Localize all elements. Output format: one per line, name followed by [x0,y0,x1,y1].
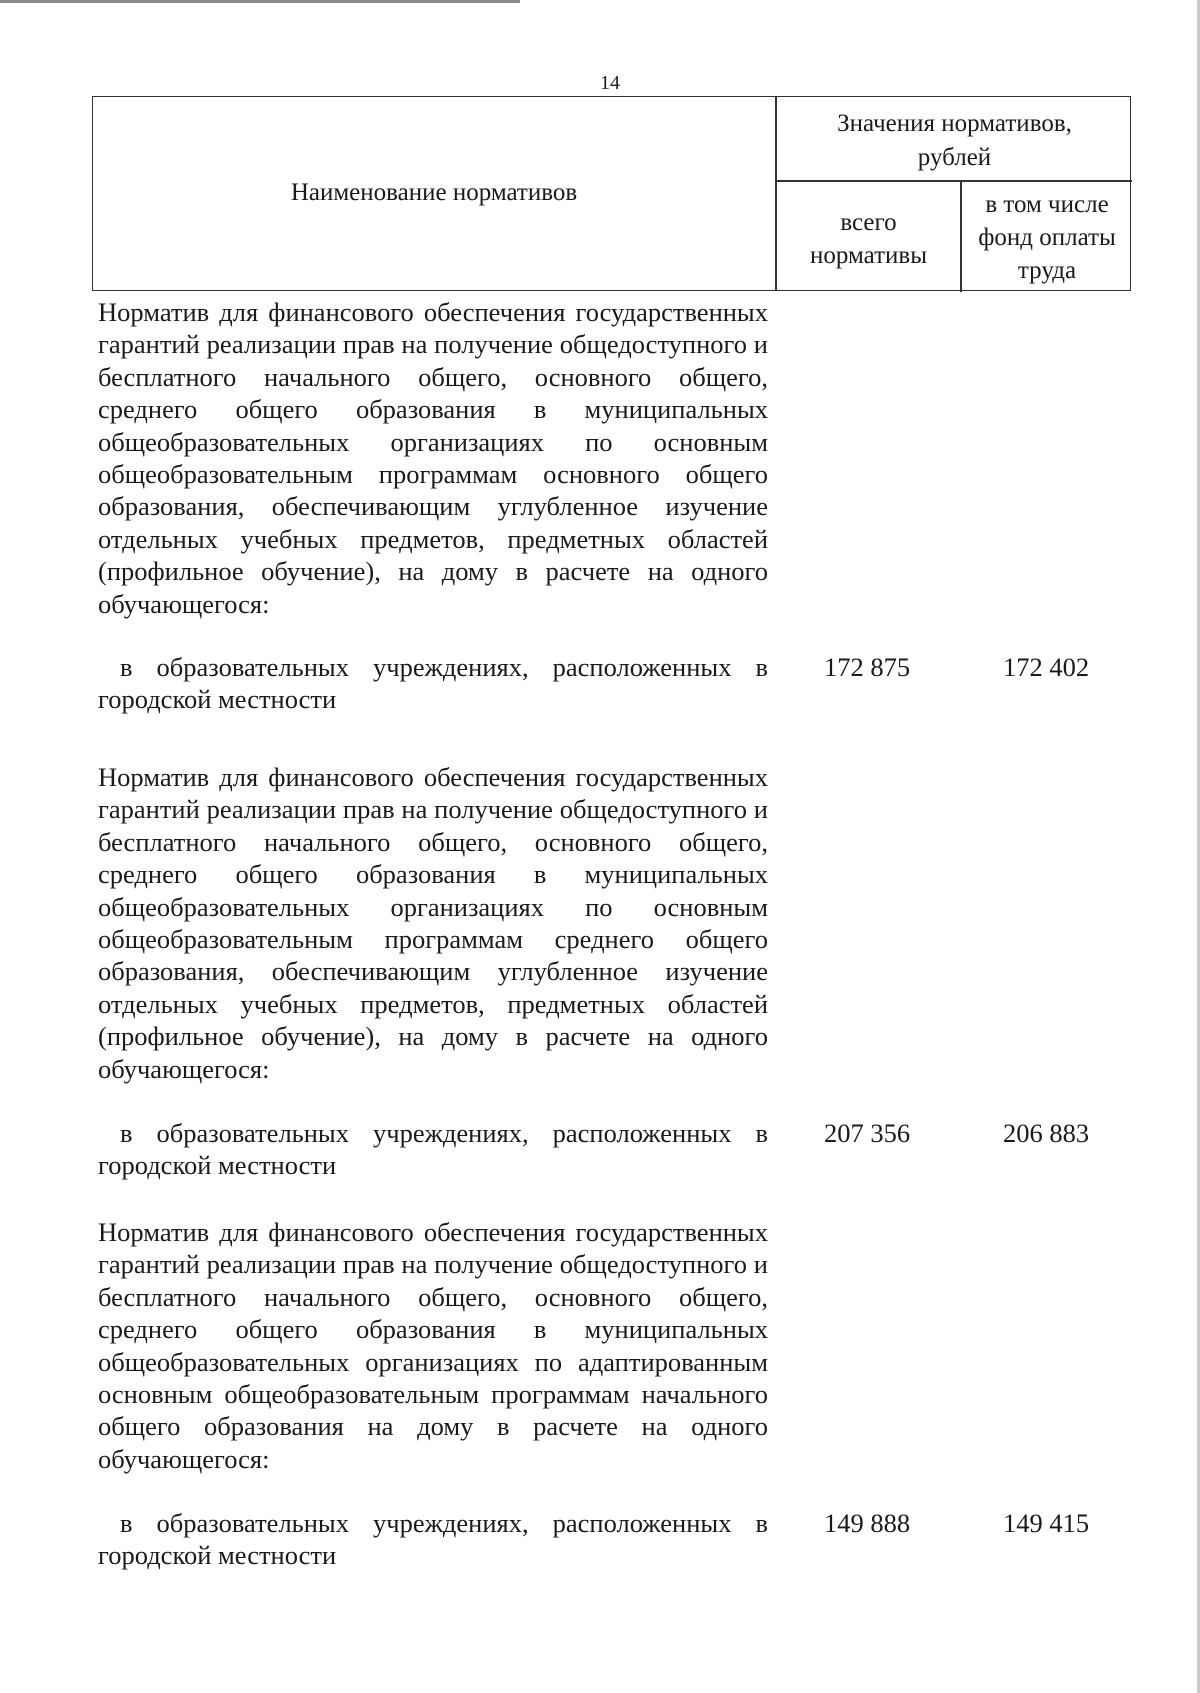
header-fund-line: фонд оплаты [978,224,1116,251]
header-fund-line: труда [1017,257,1077,284]
value-fund: 172 402 [1002,652,1090,682]
section-description: Норматив для финансового обеспечения государственных гарантий реализации прав на получение общедоступного и бесплатного начального общего, основного общего, среднего общего образования в муниципальных общеобразовательных организациях по основным общеобразовательным программам основного общего образования, обеспечивающим углубленное изучение отдельных учебных предметов, предметных областей (профильное обучение), на дому в расчете на одного обучающегося: [98,297,768,619]
row-label-line: в образовательных учреждениях, расположенных в [120,652,768,682]
row-label-line: в образовательных учреждениях, расположенных в [120,1508,768,1538]
table-row-label [98,1507,768,1572]
table-row-label [98,1117,768,1182]
value-total: 207 356 [823,1118,911,1148]
section-description: Норматив для финансового обеспечения государственных гарантий реализации прав на получение общедоступного и бесплатного начального общего, основного общего, среднего общего образования в муниципальных общеобразовательных организациях по основным общеобразовательным программам среднего общего образования, обеспечивающим углубленное изучение отдельных учебных предметов, предметных областей (профильное обучение), на дому в расчете на одного обучающегося: [98,762,768,1084]
value-fund: 206 883 [1002,1118,1090,1148]
row-label-line: городской местности [98,1540,337,1571]
row-label-line: городской местности [98,1150,337,1181]
header-row-divider [775,180,1132,182]
row-label-line: городской местности [98,684,337,715]
header-total-column [777,206,960,272]
value-total: 172 875 [823,652,911,682]
page-number: 14 [600,72,620,94]
header-values-column [777,107,1132,175]
row-label-line: в образовательных учреждениях, расположенных в [120,1118,768,1148]
header-total-line: всего [840,209,897,236]
header-name-column: Наименование нормативов [290,179,578,206]
table-header [92,96,1131,291]
value-total: 149 888 [823,1508,911,1538]
value-fund: 149 415 [1002,1508,1090,1538]
header-total-line: нормативы [809,242,927,269]
header-values-line: Значения нормативов, [837,110,1072,137]
table-row-label [98,651,768,716]
header-values-line: рублей [917,144,992,171]
header-fund-column [962,188,1132,287]
scan-edge-line [0,0,520,3]
section-description: Норматив для финансового обеспечения государственных гарантий реализации прав на получение общедоступного и бесплатного начального общего, основного общего, среднего общего образования в муниципальных общеобразовательных организациях по адаптированным основным общеобразовательным программам начального общего образования на дому в расчете на одного обучающегося: [98,1217,768,1474]
header-fund-line: в том числе [985,191,1109,218]
